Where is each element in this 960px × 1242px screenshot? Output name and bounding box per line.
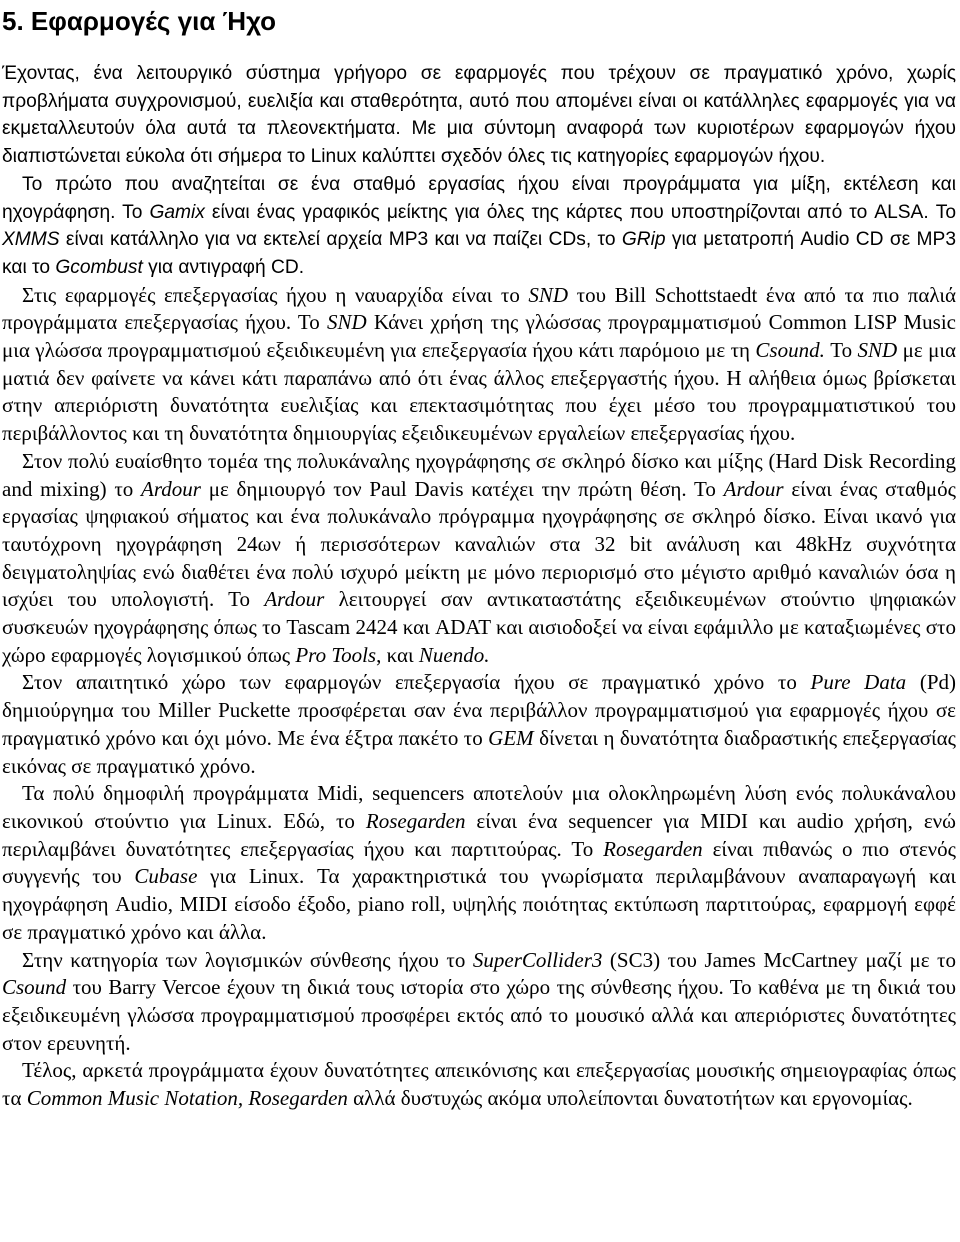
text-run: (SC3) του James McCartney μαζί με το <box>602 947 956 972</box>
text-run: Στις εφαρμογές επεξεργασίας ήχου η ναυαρχίδα είναι το <box>22 282 529 307</box>
text-run: Στον απαιτητικό χώρο των εφαρμογών επεξεργασία ήχου σε πραγματικό χρόνο το <box>22 670 811 695</box>
text-run: είναι πιθανώς ο πιο στενός συγγενής του <box>2 836 956 889</box>
paragraph <box>2 780 956 946</box>
text-run: με μια ματιά δεν φαίνετε να κάνει κάτι παραπάνω από ότι ένας άλλος επεξεργαστής ήχου. Η αλήθεια όμως βρίσκεται στην απεριόριστη δυνατότητα ευελιξίας και επεκτασιμότητας που έχει μέσο του προγραμματιστικού του περιβάλλοντος και τη δυνατότητα δημιουργίας εξειδικευμένων εργαλείων επεξεργασίας ήχου. <box>2 338 956 446</box>
text-run: δίνεται η δυνατότητα διαδραστικής επεξεργασίας εικόνας σε πραγματικό χρόνο. <box>2 725 956 778</box>
text-run: Το <box>824 338 858 363</box>
paragraph <box>2 947 956 1058</box>
italic-term: Common Music Notation, Rosegarden <box>26 1086 348 1111</box>
italic-term: SuperCollider3 <box>472 947 603 972</box>
italic-term: Pro Tools <box>295 642 377 667</box>
text-run: είναι ένας σταθμός εργασίας ψηφιακού σήματος και ένα πολυκάναλο πρόγραμμα ηχογράφησης σε σκληρό δίσκο. Είναι ικανό για ταυτόχρονη ηχογράφηση 24ων ή περισσότερων καναλιών στα 32 bit ανάλυση και 48kHz συχνότητα δειγματοληψίας ενώ διαθέτει ένα πολύ ισχυρό μείκτη με μόνο περιορισμό στο μέγιστο αριθμό καναλιών όσα η ισχύει του υπολογιστή. Το <box>2 476 956 612</box>
body-text <box>2 60 956 1113</box>
italic-term: Nuendo. <box>418 642 490 667</box>
text-run: Τα πολύ δημοφιλή προγράμματα Midi, sequencers αποτελούν μια ολοκληρωμένη λύση ενός πολυκάναλου εικονικού στούντιο για Linux. Εδώ, το <box>2 781 956 833</box>
text-run: για αντιγραφή CD. <box>142 256 305 278</box>
italic-term: Pure Data <box>810 670 907 695</box>
italic-term: Gamix <box>149 201 205 223</box>
text-run: είναι ένα sequencer για MIDI και audio χρήση, ενώ περιλαμβάνει δυνατότητες επεξεργασίας ήχου και παρτιτούρας. Το <box>2 808 957 861</box>
section-heading: 5. Εφαρμογές για Ήχο <box>2 6 276 36</box>
italic-term: Rosegarden <box>603 836 703 861</box>
text-run: Έχοντας, ένα λειτουργικό σύστημα γρήγορο σε εφαρμογές που τρέχουν σε πραγματικό χρόνο, χωρίς προβλήματα συγχρονισμού, ευελιξία και σταθερότητα, αυτό που απομένει είναι οι κατάλληλες εφαρμογές για να εκμεταλλευτούν όλα αυτά τα πλεονεκτήματα. Με μια σύντομη αναφορά των κυριοτέρων εφαρμογών ήχου διαπιστώνεται εύκολα ότι σήμερα το Linux καλύπτει σχεδόν όλες τις κατηγορίες εφαρμογών ήχου. <box>2 63 956 168</box>
text-run: Στην κατηγορία των λογισμικών σύνθεσης ήχου το <box>22 947 473 972</box>
italic-term: SND <box>857 338 898 363</box>
text-run: λειτουργεί σαν αντικαταστάτης εξειδικευμένων στούντιο ψηφιακών συσκευών ηχογράφησης όπως το Tascam 2424 και ADAT και αισιοδοξεί να είναι εφάμιλλο με καταξιωμένες στο χώρο εφαρμογές λογισμικού όπως <box>2 587 956 667</box>
italic-term: Gcombust <box>55 256 143 278</box>
text-run: Το πρώτο που αναζητείται σε ένα σταθμό εργασίας ήχου είναι προγράμματα για μίξη, εκτέλεση και ηχογράφηση. Το <box>2 173 956 223</box>
italic-term: GEM <box>488 725 534 750</box>
text-run: , και <box>376 642 419 667</box>
paragraph <box>2 171 956 282</box>
text-run: είναι κατάλληλο για να εκτελεί αρχεία MP3 και να παίζει CDs, το <box>59 229 622 251</box>
italic-term: Csound. <box>755 338 825 363</box>
paragraph <box>2 282 956 448</box>
text-run: αλλά δυστυχώς ακόμα υπολείπονται δυνατοτήτων και εργονομίας. <box>347 1086 913 1111</box>
text-run: με δημιουργό τον Paul Davis κατέχει την πρώτη θέση. Το <box>200 476 724 501</box>
text-run: για Linux. Τα χαρακτηριστικά του γνωρίσματα περιλαμβάνουν αναπαραγωγή και ηχογράφηση Audio, MIDI είσοδο έξοδο, piano roll, υψηλής ποιότητας εκτύπωση παρτιτούρας, εφαρμογή εφφέ σε πραγματικό χρόνο και άλλα. <box>2 864 956 944</box>
paragraph <box>2 669 956 780</box>
italic-term: Rosegarden <box>365 808 466 833</box>
text-run: Κάνει χρήση της γλώσσας προγραμματισμού Common LISP Music μια γλώσσα προγραμματισμού εξειδικευμένη για επεξεργασία ήχου κάτι παρόμοιο με τη <box>2 310 956 363</box>
text-run: του Bill Schottstaedt ένα από τα πιο παλιά προγράμματα επεξεργασίας ήχου. Το <box>2 282 956 335</box>
text-run: είναι ένας γραφικός μείκτης για όλες της κάρτες που υποστηρίζονται από το ALSA. Το <box>204 201 956 223</box>
italic-term: Ardour <box>141 476 201 501</box>
paragraph <box>2 1057 956 1112</box>
italic-term: Ardour <box>723 476 784 501</box>
italic-term: Cubase <box>134 864 198 889</box>
text-run: του Barry Vercoe έχουν τη δικιά τους ιστορία στο χώρο της σύνθεσης ήχου. Το καθένα με τη δικιά του εξειδικευμένη γλώσσα προγραμματισμού προσφέρει εκτός από το μουσικό αλλά και απεριόριστες δυνατότητες στον ερευνητή. <box>2 975 956 1055</box>
text-run: (Pd) δημιούργημα του Miller Puckette προσφέρεται σαν ένα περιβάλλον προγραμματισμού για εφαρμογές ήχου σε πραγματικό χρόνο και όχι μόνο. Με ένα έξτρα πακέτο το <box>2 670 956 750</box>
italic-term: SND <box>326 310 367 335</box>
text-run: Στον πολύ ευαίσθητο τομέα της πολυκάναλης ηχογράφησης σε σκληρό δίσκο και μίξης (Hard Disk Recording and mixing) το <box>2 448 956 501</box>
italic-term: GRip <box>621 229 666 251</box>
italic-term: Ardour <box>264 587 325 612</box>
italic-term: Csound <box>2 975 67 1000</box>
paragraph <box>2 60 956 171</box>
text-run: για μετατροπή Audio CD σε MP3 και το <box>2 229 957 278</box>
italic-term: XMMS <box>2 229 60 251</box>
text-run: Τέλος, αρκετά προγράμματα έχουν δυνατότητες απεικόνισης και επεξεργασίας μουσικής σημειογραφίας όπως τα <box>2 1058 956 1111</box>
paragraph <box>2 448 956 670</box>
italic-term: SND <box>528 282 569 307</box>
